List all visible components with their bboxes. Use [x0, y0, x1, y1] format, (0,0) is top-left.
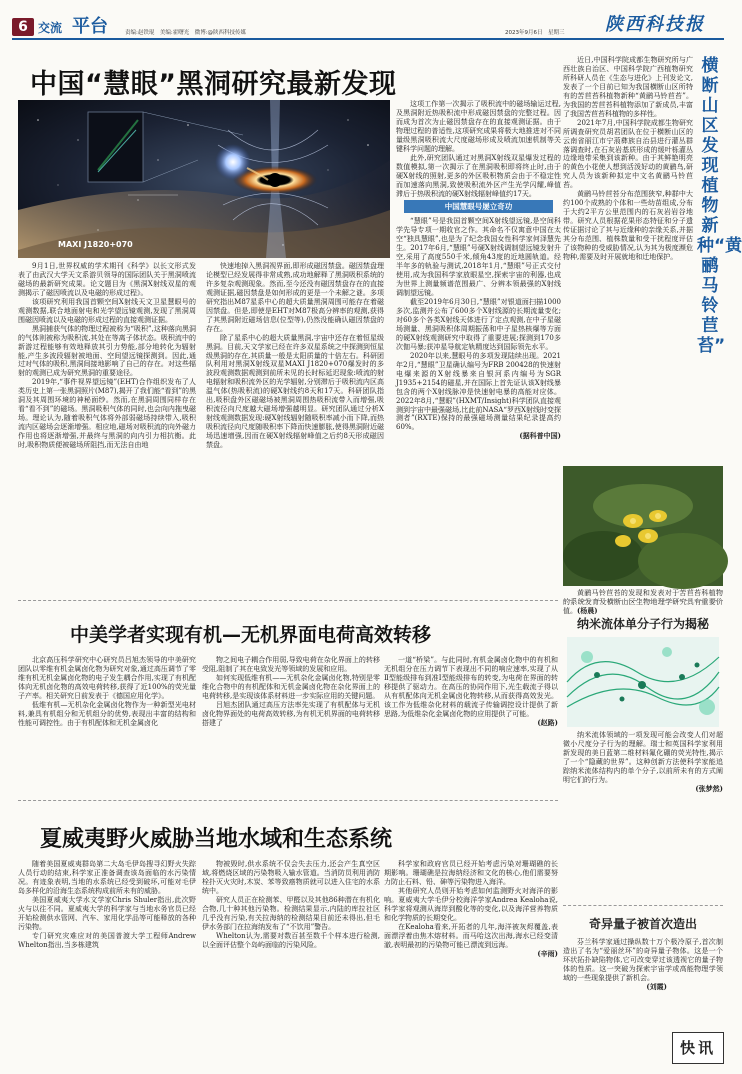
sidebar-quantum — [563, 912, 723, 992]
header-rule — [12, 38, 724, 40]
paragraph: 物之间电子耦合作用弱,导致电荷在杂化界面上的转移受阻,阻制了其在电致发光等领域的发展和应用。 — [202, 656, 380, 673]
sidebar2-credit: (张梦然) — [695, 783, 723, 793]
article2-credit: (赵路) — [537, 717, 558, 727]
paragraph: 黑洞捕获气体的物理过程被称为“吸积”,这种落向黑洞的气体则被称为吸积流,其处在等离子体状态。吸积流中的新游过程能够有效地释放其引力势能,部分地转化为辐射能,产生多波段辐射被地面、空间望远镜探测到。因此,通过对气体的吸积,黑洞间接地影响了自己的存在。对这些辐射的观测已成为研究黑洞的重要途径。 — [18, 324, 196, 378]
paragraph: Whelton认为,需要对数百甚至数千个样本进行检测,以全面评估整个岛屿面临的污染风险。 — [202, 931, 380, 949]
sidebar1-text — [563, 56, 693, 262]
paragraph: 芬兰科学家通过操纵数十万个极冷原子,首次制造出了名为“爱丽丝环”的奇异量子物体。这是一个环状拓扑缺陷物体,它可改变穿过该透视它的量子物体的性质。这一突破为探索宇宙学或高能物理学领域的一些现象提供了新机会。 — [563, 938, 723, 982]
paragraph: 2020年以来,慧眼号的多项发现陆续出现。2021年2月,“慧眼”卫星确认编号为FRB 200428的快速射电爆来源的X射线暴来自银河系内编号为SGR J1935+2154的磁星,并在国际上首先证认该X射线暴包含的两个X射线脉冲是快速射电暴的高能对应体。2022年8月,“慧眼”(HXMT/Insight)科学团队直接观测到宇宙中最强磁场,比此前NASA“罗西X射线时变探测者”(RXTE)保持的最强磁场测量结果纪录提高约60%。 — [396, 351, 561, 432]
paragraph: 北京高压科学研究中心研究员吕旭杰领导的中美研究团队以零维有机金属卤化物为研究对象,通过高压调节了零维有机无机金属卤化物的电子发生耦合作用,实现了有机配体向无机卤化物的高效电荷转移,获得了近100%的荧光量子产率。相关研究日前发表于《德国应用化学》。 — [18, 656, 196, 700]
article2-col1 — [18, 656, 196, 728]
section-label-a: 交流 — [38, 21, 63, 35]
sidebar3-title: 奇异量子被首次造出 — [588, 917, 697, 931]
sidebar2-title: 纳米流体单分子行为揭秘 — [576, 617, 709, 631]
paragraph: 在Kealoha看来,开拓者的几年,海洋被灰烬覆盖,表面漂浮着由焦木熔材料。而马哈这次出海,海水已经变清澈,表明最初的污染物可能已漂流到远海。 — [384, 922, 558, 949]
paragraph: 专门研究灾难应对的美国普渡大学工程师Andrew Whelton指出,当多栋建筑 — [18, 931, 196, 949]
paragraph: 该项研究利用我国首颗空间X射线天文卫星慧眼号的观测数据,联合地面射电和光学望远镜观测,发现了黑洞周围磁因喷流以及电磁的形成过程的直接观测证据。 — [18, 297, 196, 324]
article2-headline: 中美学者实现有机—无机界面电荷高效转移 — [70, 624, 432, 646]
caption: 黄鹂马铃苣苔的发现和发表对于苦苣苔科植物的系统发育及横断山区生物地理学研究具有重要价值。(杨晨) — [563, 589, 723, 615]
article3-headline: 夏威夷野火威胁当地水域和生态系统 — [40, 827, 393, 852]
plant-photo — [563, 466, 723, 586]
paragraph: 随着美国夏威夷群岛第二大岛毛伊岛搜寻幻野火失踪人员行动的结束,科学家正准备调查该岛面临的水污染情况。有迹象表明,当地的水系统已经受到破坏,可能对毛伊岛多样化的沿海生态系统构成前所未有的威胁。 — [18, 860, 196, 895]
masthead-logo: 陕西科技报 — [605, 14, 705, 35]
divider — [18, 600, 558, 601]
paragraph: “慧眼”号是我国首颗空间X射线望远镜,是空间科学先导专项一期收官之作。其命名不仅寓意中国在太空“独具慧眼”,也是为了纪念我国女性科学家何泽慧先生。2017年6月,“慧眼”号硬X射线调制望远镜发射升空,采用了高度550千米,倾角43度的近地圆轨道。经半年多的轨验与测试,2018年1月,“慧眼”号正式交付使用,成为我国科学家放眼星空,探索宇宙的利器,也成为世界上测量频谱范围最广、分辨本领最强的X射线调制望远镜。 — [396, 217, 561, 298]
sidebar-nanofluid — [563, 612, 723, 912]
article3-body — [18, 860, 558, 1070]
article2-col3 — [384, 656, 558, 728]
news-flash-tag: 快讯 — [672, 1032, 724, 1064]
paragraph: 如何实现低维有机——无机杂化金属卤化物,特别是零维化合物中的有机配体和无机金属卤化物在杂化界面上的电荷转移,是实现该体系材料进一步实际应用的关键问题。 — [202, 673, 380, 700]
paragraph: 其他研究人员则开始考虑如何监测野火对海洋的影响。夏威夷大学毛伊分校海洋学家Andrea Kealoha说,科学家将观测从海岸到酸化等的变化,以及海洋营养物质和化学物质的长期变化。 — [384, 886, 558, 922]
paragraph: 这项工作第一次揭示了吸积流中的磁场输运过程,及黑洞附近热吸积流中形成磁因禁盘的完整过程。因而成为首次为止磁因禁盘存在的直接观测证据。由于物理过程的普适性,这项研究成果将极大地推进对不同量级黑洞吸积流大尺度磁场形成及喷流加速机制等关键科学问题的理解。 — [396, 100, 561, 153]
page-header — [0, 0, 735, 40]
paragraph: 低维有机—无机杂化金属卤化物作为一种新型光电材料,兼具有机组分和无机组分的优势,表现出丰富的结构和性能可调控性。由于有机配体和无机金属卤化 — [18, 700, 196, 727]
article1-col2 — [206, 262, 384, 450]
sidebar1-title: 横断山区发现植物新种“黄鹂马铃苣苔” — [697, 56, 742, 356]
paragraph: 9月1日,世界权威的学术期刊《科学》以长文形式发表了由武汉大学天文系游贝领导的国际团队关于黑洞喷流磁场的最新研究成果。论文题目为《黑洞X射线双星的观测揭示了磁因喷流以及电磁的形成过程》。 — [18, 262, 196, 297]
article3-col3 — [384, 860, 558, 958]
sidebar1-credit: (杨晨) — [577, 605, 598, 615]
article1-headline: 中国“慧眼”黑洞研究最新发现 — [30, 69, 397, 100]
article2-col2 — [202, 656, 380, 728]
paragraph: 除了星系中心的超大质量黑洞,宇宙中还存在着恒星级黑洞。目前,天文学家已经在许多双星系统之中探测到恒星级黑洞的存在,其质量一般是太阳质量的十倍左右。科研团队利用对黑洞X射线双星MAXI J1820+070爆发时的多波段观测数据观测到前所未见的长时标延迟现象:喷流的射电辐射和吸积流外区的光学辐射,分别滞后于吸积流内区高温气体(热吸积流)的硬X射线约8天和17天。科研团队指出,吸积盘外区磁磁场被黑洞周围热吸积流带入而增强,吸积流径向尺度越大磁场增强越明显。研究团队通过分析X射线观测数据发现:硬X射线辐射随吸积率减小而下降,而热吸积流径向尺度随吸积率下降而快速膨胀,使得黑洞附近磁场迅速增强,因而在硬X射线辐射峰值之后约8天形成磁因禁盘。 — [206, 333, 384, 450]
image-label: MAXI J1820+070 — [58, 240, 133, 249]
paragraph: 吕旭杰团队通过高压方法率先实现了有机配体与无机卤化物界面处的电荷高效转移,为有机无机界面的电荷转移搭建了 — [202, 700, 380, 727]
issue-date: 2023年9月6日 星期三 — [505, 30, 565, 36]
paragraph: 研究人员正在检测苯、甲醛以及其他86种潜在有机化合物,几十种其他污染物。检测结果显示,内陆的库拉社区几乎没有污染,有关拉海纳的检测结果目前还未得出,但毛伊水务部门在拉海纳发布了“不饮用”警告。 — [202, 895, 380, 931]
paragraph: 2021年7月,中国科学院成都生物研究所调查研究员胡君团队在位于横断山区的云南省丽江市宁蒗彝族自治县进行灌丛群落调查时,在石灰岩基质形成的缓叶栎灌丛边缘地带采集到该新种。由于其鲜艳明亮的黄色小花使人想到活泼好动的黄鹂鸟,研究人员为该新种拟定中文名黄鹂马铃苣苔。 — [563, 118, 693, 190]
paragraph: 截至2019年6月30日,“慧眼”对银道面扫描1000多次,监测并公布了600多个X射线源的长期流量变化;对60多个各类X射线天体进行了定点观测,在中子星磁场测量、黑洞吸积体周期振荡和中子星热核爆等方面的硬X射线观测研究中取得了重要进展;探测到170多次伽马暴;获冲星导航定轨精度达到国际领先水平。 — [396, 298, 561, 351]
divider — [563, 905, 723, 906]
paragraph: 黄鹂马铃苣苔分布范围狭窄,种群中大约100个成熟的个体和一些幼苗组成,分布于大约2平方公里范围内的石灰岩岩谷地带。研究人员根据花果形态特征和分子遗传证据讨论了其与近缘种的亲缘关系,并据其分布范围、植株数量和受干扰程度评估了该物种的受威胁情况,认为其为极度濒危物种,需要及时开展就地和迁地保护。 — [563, 190, 693, 261]
section-label-b: 平台 — [72, 16, 108, 37]
nanofluid-image — [567, 637, 719, 727]
article3-credit: (辛雨) — [537, 948, 558, 958]
article1-col3 — [396, 100, 561, 655]
article1-credit: (据科普中国) — [519, 431, 561, 441]
article3-col2 — [202, 860, 380, 950]
divider — [563, 600, 723, 601]
paragraph: 科学家和政府官员已经开始考虑污染对珊瑚礁的长期影响。珊瑚礁是拉海纳经济和文化的核心,他们需要努力防止石料、铅、砷等污染物进入海洋。 — [384, 860, 558, 886]
paragraph: 近日,中国科学院成都生物研究所与广西壮族自治区、中国科学院广西植物研究所科研人员在《生态与进化》上刊发论文,发表了一个目前已知为我国横断山区所特有的苦苣苔科植物新种“黄鹂马铃苣苔”。为我国的苦苣苔科植物添加了新成员,丰富了我国苦苣苔科植物的多样性。 — [563, 56, 693, 118]
paragraph: 一道“桥梁”。与此同时,有机金属卤化物中的有机和无机组分在压力调节下表现出不同的响应速率,实现了从Ⅱ型能级排布到准Ⅰ型能级排布的转变,为电荷在界面的转移提供了驱动力。在高压的协同作用下,光生载流子得以从有机配体向无机金属卤化物转移,从而获得高效发光。该工作为低维杂化材料的载流子传输调控设计提供了新思路,为低维杂化金属卤化物的应用提供了可能。 — [384, 656, 558, 718]
editor-credits: 责编:赵铁琨 美编:霍曙光 微博:@陕西科技传媒 — [125, 30, 247, 36]
divider — [18, 800, 558, 801]
paragraph: 快速地掉入黑洞视界面,即形成磁因禁盘。磁因禁盘理论模型已经发展得非常成熟,成功地解释了黑洞吸积系统的许多复杂观测现象。然而,至今还没有磁因禁盘存在的直接观测证据,磁因禁盘是如何形成的更是一个未解之谜。多项研究指出M87星系中心的超大质量黑洞周围可能存在着磁因禁盘。但是,即使是EHT对M87极高分辨率的观测,获得了其黑洞附近磁场信息(位型等),仍然没能确认磁因禁盘的存在。 — [206, 262, 384, 333]
article1-col1 — [18, 262, 196, 450]
paragraph: 此外,研究团队通过对黑洞X射线双星爆发过程的数值模拟,第一次揭示了在黑洞吸积即将终止时,由于硬X射线的照射,更多的外区吸积物质会由于不稳定性而加速落向黑洞,致使吸积流外区产生光学闪耀,峰值滞后于热吸积流的硬X射线辐射峰值约17天。 — [396, 153, 561, 198]
page-number: 6 — [12, 18, 34, 36]
article3-col1 — [18, 860, 196, 950]
paragraph: 美国夏威夷大学水文学家Chris Shuler指出,此次野火与以往不同。夏威夷大学的科学家与当地水务官员已经开始检测供水管网、汽车、家用化学品等可能释放的各种污染物。 — [18, 895, 196, 931]
sidebar3-credit: (刘霞) — [646, 981, 667, 991]
article1-subhead: 中国慧眼号屡立奇功 — [404, 200, 553, 213]
paragraph: 2019年,“事件视界望远镜”(EHT)合作组织发布了人类历史上第一张黑洞照片(M87),揭开了我们能“看到”的黑洞及其周围环境的神秘面纱。然而,在黑洞周围同样存在看“看不到”的磁场。黑洞吸积气体的同时,也会向内拖曳磁场。理论认为,随着吸积气体将外部弱磁场持续带入,吸积流内区磁场会逐渐增强。相应地,磁场对吸积流的向外磁力作用也将逐渐增强,并最终与黑洞的向内引力相抗衡。此时,吸积物质便被磁场所阻挡,而无法自由地 — [18, 378, 196, 450]
paragraph: 纳米流体领域的一项发现可能会改变人们对超微小尺度分子行为的理解。瑞士和英国科学家利用新发现的美日蓝第二维材料氟化硼的荧光特性,揭示了一个“隐藏的世界”。这种创新方法使科学家能追踪纳米流体结构内的单个分子,以前所未有的方式阐明它们的行为。 — [563, 731, 723, 784]
paragraph: 物被毁时,供水系统不仅会失去压力,还会产生真空区域,将燃烧区域的污染物吸入输水管道。当消防员利用消防栓扑灭火灾时,木炭、苯等致癌物质就可以进入住宅的水系统中。 — [202, 860, 380, 895]
black-hole-image — [18, 100, 390, 258]
